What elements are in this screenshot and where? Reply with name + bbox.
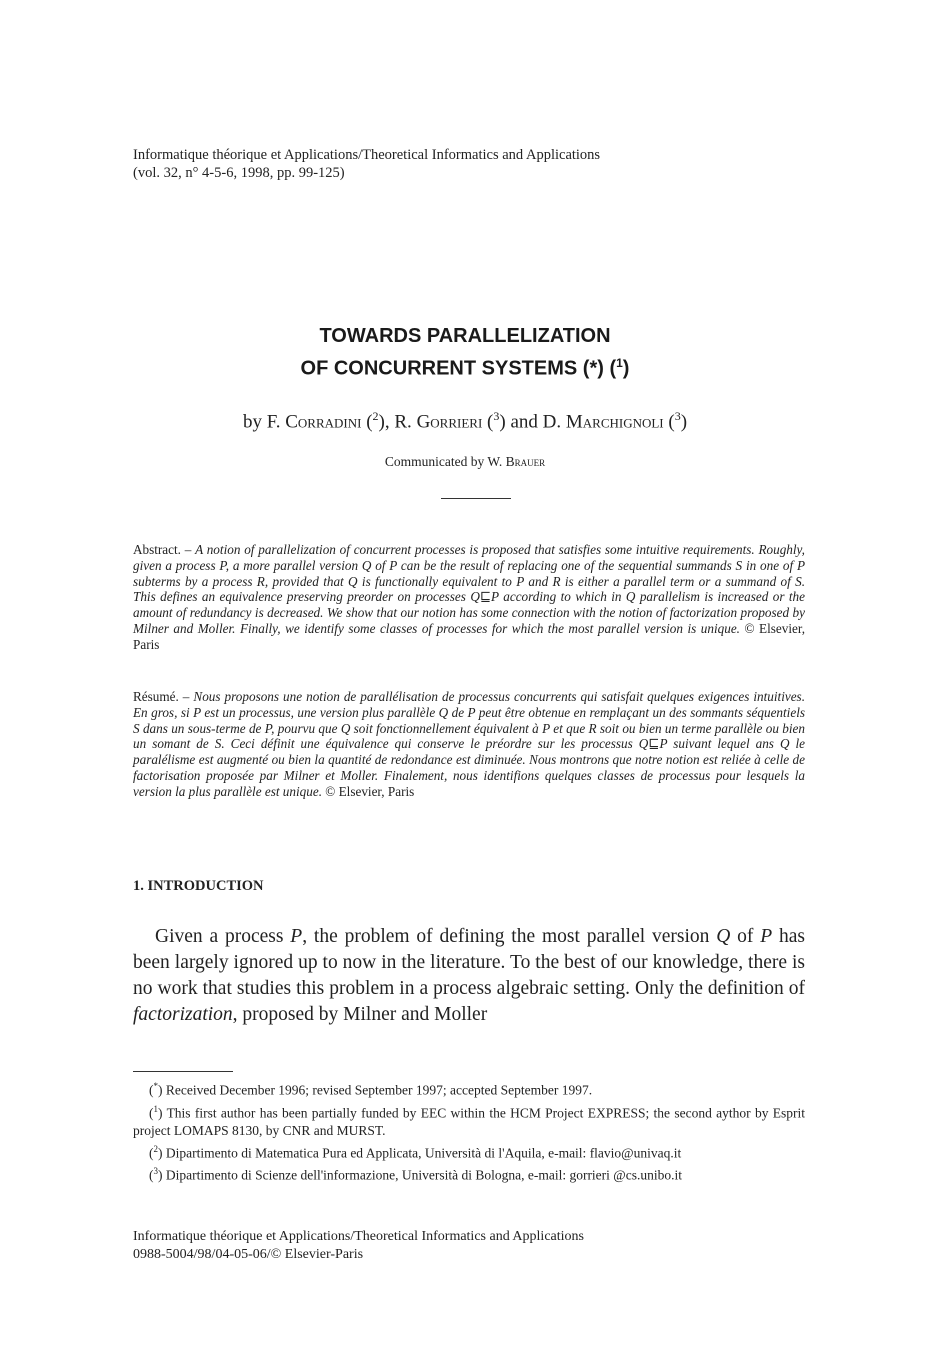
author-gorrieri: Gorrieri (416, 411, 483, 433)
communicated-by: Communicated by W. Brauer (384, 454, 546, 469)
journal-footer (133, 1228, 584, 1264)
journal-citation: (vol. 32, n° 4-5-6, 1998, pp. 99-125) (133, 165, 345, 181)
abstract: Abstract. – A notion of parallelization of concurrent processes is proposed that satisfies some intuitive requirements. Roughly, given a process P, a more parallel version Q of P can be the result of replacing one of the sequential summands S in one of P subterms by a process R, provided that Q is functionally equivalent to P and R is either a parallel term or a summand of S. This defines an equivalence preserving preorder on processes Q⊑P according to which in Q parallelism is increased or the amount of redundancy is decreased. We show that our notion has some connection with the notion of factorization proposed by Milner and Moller. Finally, we identify some classes of processes for which the most parallel version is unique. © Elsevier, Paris (133, 542, 805, 652)
title-divider (441, 498, 511, 499)
footnote-divider (133, 1071, 233, 1072)
footer-journal-name: Informatique théorique et Applications/Theoretical Informatics and Applications (133, 1229, 584, 1244)
journal-name: Informatique théorique et Applications/Theoretical Informatics and Applications (133, 147, 601, 163)
author-marchignoli: Marchignoli (565, 411, 664, 433)
paper-title (0, 323, 930, 383)
section-heading-introduction: 1. INTRODUCTION (133, 878, 264, 894)
title-line-1: TOWARDS PARALLELIZATION (319, 325, 611, 347)
footer-issn: 0988-5004/98/04-05-06/© Elsevier-Paris (133, 1247, 364, 1262)
resume-label: Résumé. – (133, 689, 194, 704)
resume: Résumé. – Nous proposons une notion de parallélisation de processus concurrents qui satisfait quelques exigences intuitives. En gros, si P est un processus, une version plus parallèle Q de P peut être obtenue en remplaçant un des sommants séquentiels S dans un sous-terme de P, pourvu que Q soit fonctionnellement équivalent à P et que R soit ou bien un terme parallèle ou bien un somant de S. Ceci définit une équivalence qui conserve le préordre sur les processus Q⊑P suivant lequel ans Q le paralélisme est augmenté ou bien la quantité de redondance est diminuée. Nous montrons que notre notion est reliée à celle de factorisation proposée par Milner et Moller. Finalement, nous identifions quelques classes de processus pour lesquels la version la plus parallèle est unique. © Elsevier, Paris (133, 689, 805, 799)
title-line-2: OF CONCURRENT SYSTEMS (*) ($^1$) (300, 356, 630, 380)
resume-body: Nous proposons une notion de parallélisation de processus concurrents qui satisfait quelques exigences intuitives. En gros, si P est un processus, une version plus parallèle Q de P peut être obtenue en remplaçant un des sommants séquentiels S dans un sous-terme de P, pourvu que Q soit fonctionnellement équivalent à P et que R soit ou bien un terme parallèle ou bien un somant de S. Ceci définit une équivalence qui conserve le préordre sur les processus Q⊑P suivant lequel ans Q le paralélisme est augmenté ou bien la quantité de redondance est diminuée. Nous montrons que notre notion est reliée à celle de factorisation proposée par Milner et Moller. Finalement, nous identifions quelques classes de processus pour lesquels la version la plus parallèle est unique. (133, 689, 805, 799)
author-corradini: Corradini (285, 411, 362, 433)
footnote-funding: ($^1$) This first author has been partially funded by EEC within the HCM Project EXPRESS; the second aythor by Esprit project LOMAPS 8130, by CNR and MURST. (133, 1103, 805, 1138)
author-line: by F. Corradini ($^2$), R. Gorrieri ($^3$) and D. Marchignoli ($^3$) (242, 409, 688, 433)
abstract-label: Abstract. – (133, 542, 196, 557)
footnote-received: (*) Received December 1996; revised September 1997; accepted September 1997. (149, 1081, 593, 1098)
journal-header (133, 146, 600, 182)
footnotes (133, 1078, 805, 1186)
intro-paragraph: Given a process P, the problem of defining the most parallel version Q of P has been largely ignored up to now in the literature. To the best of our knowledge, there is no work that studies this problem in a process algebraic setting. Only the definition of factorization, proposed by Milner and Moller (133, 926, 805, 1025)
abstract-body: A notion of parallelization of concurrent processes is proposed that satisfies some intuitive requirements. Roughly, given a process P, a more parallel version Q of P can be the result of replacing one of the sequential summands S in one of P subterms by a process R, provided that Q is functionally equivalent to P and R is either a parallel term or a summand of S. This defines an equivalence preserving preorder on processes Q⊑P according to which in Q parallelism is increased or the amount of redundancy is decreased. We show that our notion has some connection with the notion of factorization proposed by Milner and Moller. Finally, we identify some classes of processes for which the most parallel version is unique. (133, 542, 805, 636)
footnote-affiliation-bologna: ($^3$) Dipartimento di Scienze dell'informazione, Università di Bologna, e-mail: gorrieri @cs.unibo.it (149, 1166, 682, 1183)
footnote-affiliation-aquila: ($^2$) Dipartimento di Matematica Pura ed Applicata, Università di l'Aquila, e-mail: flavio@univaq.it (149, 1143, 682, 1160)
title-note-marks: (*) ( (582, 357, 617, 380)
